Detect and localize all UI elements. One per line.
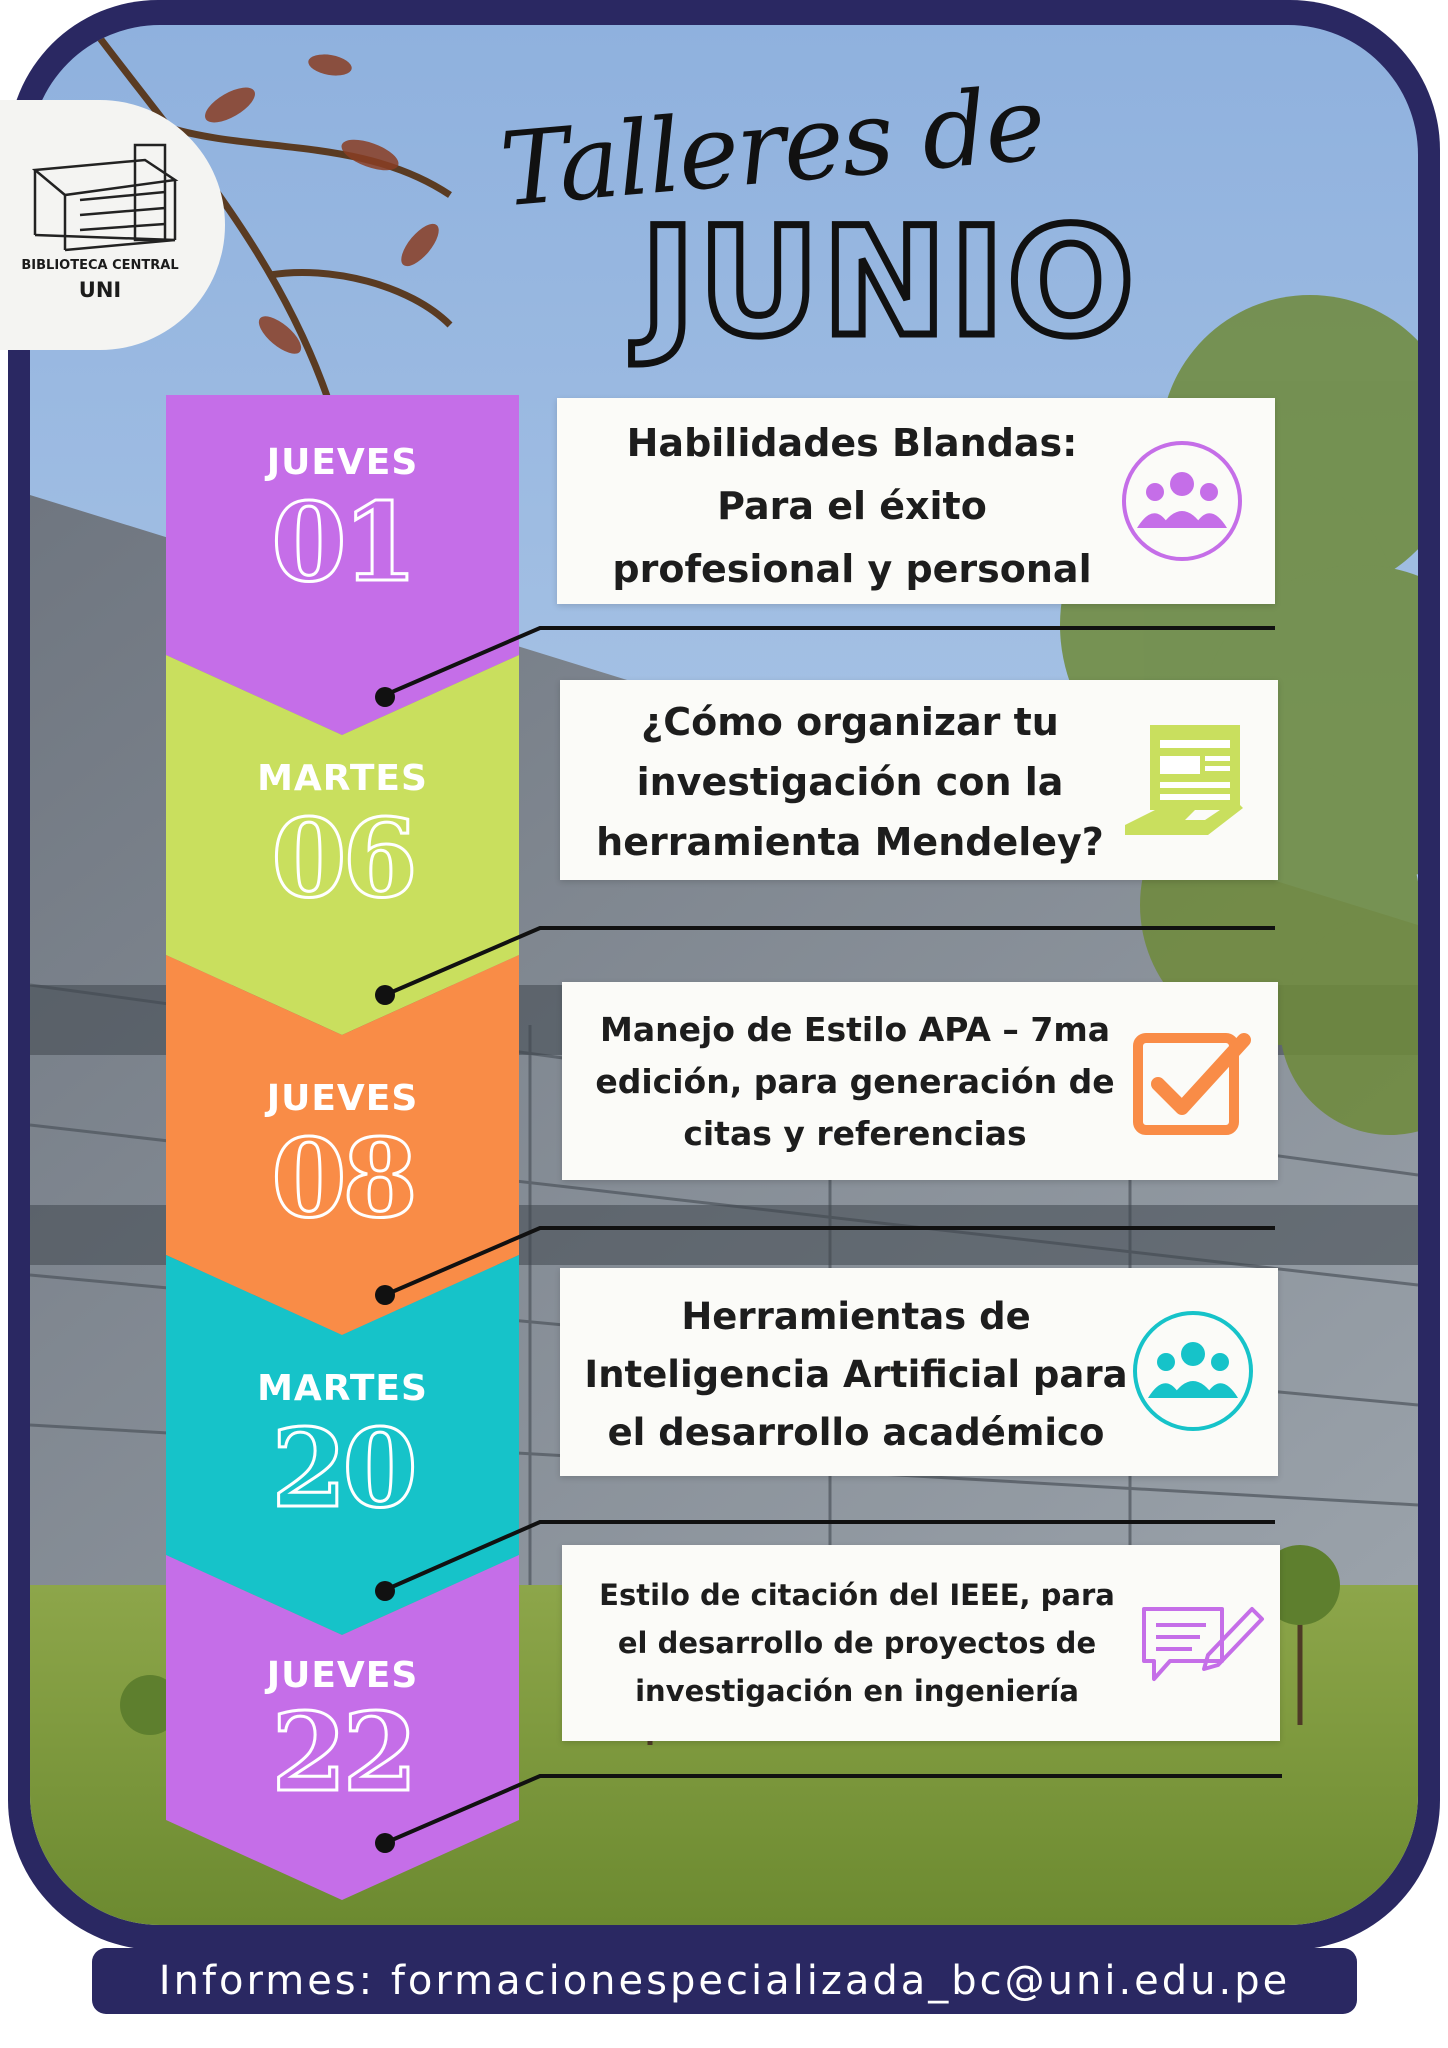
checkbox-icon — [1130, 1024, 1260, 1144]
contact-footer: Informes: formacionespecializada_bc@uni.edu.pe — [92, 1948, 1357, 2014]
group-people-icon — [1128, 1306, 1258, 1436]
day-label-4: MARTES — [257, 1368, 428, 1409]
workshop-card-2 — [560, 680, 1278, 880]
workshop-card-1 — [557, 398, 1275, 604]
group-people-icon — [1117, 436, 1247, 566]
workshop-title-2 — [560, 692, 1140, 872]
workshop-title-5-line3: investigación en ingeniería — [635, 1674, 1079, 1708]
day-label-2: MARTES — [257, 758, 428, 799]
workshop-title-4 — [560, 1288, 1152, 1462]
day-label-5: JUEVES — [266, 1655, 419, 1696]
workshop-card-5 — [562, 1545, 1280, 1741]
logo-line2: UNI — [78, 278, 122, 302]
connector-dot-4 — [375, 1581, 395, 1601]
workshop-title-1-line2: Para el éxito — [717, 484, 987, 528]
workshop-title-1 — [557, 412, 1147, 601]
workshop-title-3-line2: edición, para generación de — [595, 1062, 1115, 1101]
workshop-card-3 — [562, 982, 1278, 1180]
workshop-title-1-line1: Habilidades Blandas: — [626, 421, 1078, 465]
date-number-3: 08 — [271, 1116, 414, 1242]
workshop-title-3-line3: citas y referencias — [683, 1114, 1027, 1153]
day-label-3: JUEVES — [266, 1078, 419, 1119]
workshop-card-4 — [560, 1268, 1278, 1476]
connector-5 — [385, 1776, 1282, 1843]
day-label-1: JUEVES — [266, 442, 419, 483]
connector-dot-3 — [375, 1285, 395, 1305]
workshop-title-1-line3: profesional y personal — [612, 547, 1092, 591]
title-month: JUNIO — [640, 196, 1137, 370]
workshop-title-3 — [562, 1004, 1148, 1160]
connector-dot-5 — [375, 1833, 395, 1853]
workshop-title-5 — [562, 1571, 1152, 1715]
workshop-title-3-line1: Manejo de Estilo APA – 7ma — [599, 1010, 1111, 1049]
workshop-title-4-line1: Herramientas de — [681, 1295, 1031, 1338]
document-hand-icon — [1125, 720, 1255, 850]
date-number-2: 06 — [271, 796, 414, 922]
connector-dot-2 — [375, 985, 395, 1005]
workshop-title-2-line1: ¿Cómo organizar tu — [641, 700, 1059, 744]
workshop-title-5-line1: Estilo de citación del IEEE, para — [599, 1578, 1115, 1612]
workshop-title-4-line3: el desarrollo académico — [607, 1411, 1105, 1454]
date-number-1: 01 — [271, 480, 414, 606]
date-number-4: 20 — [271, 1406, 414, 1532]
date-number-5: 22 — [271, 1690, 414, 1816]
chat-pencil-icon — [1138, 1599, 1268, 1699]
workshop-title-2-line2: investigación con la — [636, 760, 1064, 804]
workshop-title-5-line2: el desarrollo de proyectos de — [617, 1626, 1097, 1660]
workshop-title-2-line3: herramienta Mendeley? — [596, 820, 1104, 864]
connector-dot-1 — [375, 687, 395, 707]
workshop-title-4-line2: Inteligencia Artificial para — [584, 1353, 1128, 1396]
title-script: Talleres de — [495, 64, 1049, 231]
logo-line1: BIBLIOTECA CENTRAL — [21, 258, 179, 273]
